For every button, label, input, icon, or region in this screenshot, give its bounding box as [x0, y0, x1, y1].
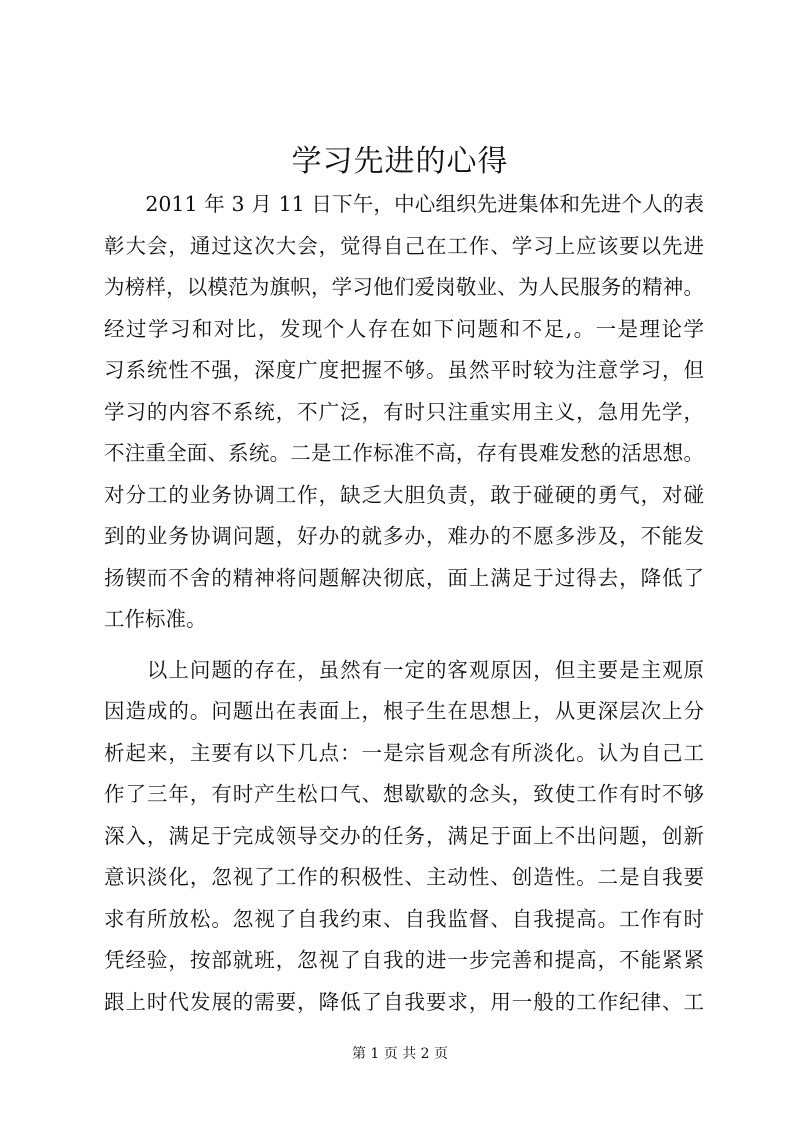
- document-body: [104, 184, 704, 1023]
- paragraph-line: 2011 年 3 月 11 日下午，中心组织先进集体和先进个人的表: [104, 192, 704, 216]
- paragraph-line: 不注重全面、系统。二是工作标准不高，存有畏难发愁的活思想。: [104, 441, 704, 465]
- paragraph-line: 以上问题的存在，虽然有一定的客观原因，但主要是主观原: [104, 657, 704, 682]
- paragraph-line: 析起来，主要有以下几点：一是宗旨观念有所淡化。认为自己工: [104, 740, 704, 765]
- page-number-footer: 第 1 页 共 2 页: [351, 1046, 449, 1062]
- paragraph-line: 到的业务协调问题，好办的就多办，难办的不愿多涉及，不能发: [104, 524, 704, 548]
- paragraph-line: 意识淡化，忽视了工作的积极性、主动性、创造性。二是自我要: [104, 865, 704, 889]
- paragraph-2: [104, 650, 704, 1024]
- paragraph-line: 跟上时代发展的需要，降低了自我要求，用一般的工作纪律、工: [104, 989, 704, 1014]
- paragraph-line: 因造成的。问题出在表面上，根子生在思想上，从更深层次上分: [104, 699, 704, 723]
- paragraph-line: 习系统性不强，深度广度把握不够。虽然平时较为注意学习，但: [104, 358, 704, 382]
- paragraph-line: 学习的内容不系统，不广泛，有时只注重实用主义，急用先学，: [104, 399, 704, 424]
- paragraph-line: 求有所放松。忽视了自我约束、自我监督、自我提高。工作有时: [104, 906, 704, 931]
- paragraph-line: 工作标准。: [104, 607, 207, 631]
- paragraph-line: 对分工的业务协调工作，缺乏大胆负责，敢于碰硬的勇气，对碰: [104, 482, 704, 507]
- paragraph-line: 凭经验，按部就班，忽视了自我的进一步完善和提高，不能紧紧: [104, 948, 704, 972]
- paragraph-line: 彰大会，通过这次大会，觉得自己在工作、学习上应该要以先进: [104, 233, 704, 258]
- document-title: 学习先进的心得: [291, 144, 509, 179]
- paragraph-line: 为榜样，以模范为旗帜，学习他们爱岗敬业、为人民服务的精神。: [104, 275, 704, 299]
- paragraph-line: 深入，满足于完成领导交办的任务，满足于面上不出问题，创新: [104, 823, 704, 848]
- paragraph-line: 经过学习和对比，发现个人存在如下问题和不足,。一是理论学: [104, 316, 704, 341]
- paragraph-line: 扬锲而不舍的精神将问题解决彻底，面上满足于过得去，降低了: [104, 565, 704, 590]
- paragraph-1: [104, 184, 704, 641]
- paragraph-line: 作了三年，有时产生松口气、想歇歇的念头，致使工作有时不够: [104, 782, 704, 806]
